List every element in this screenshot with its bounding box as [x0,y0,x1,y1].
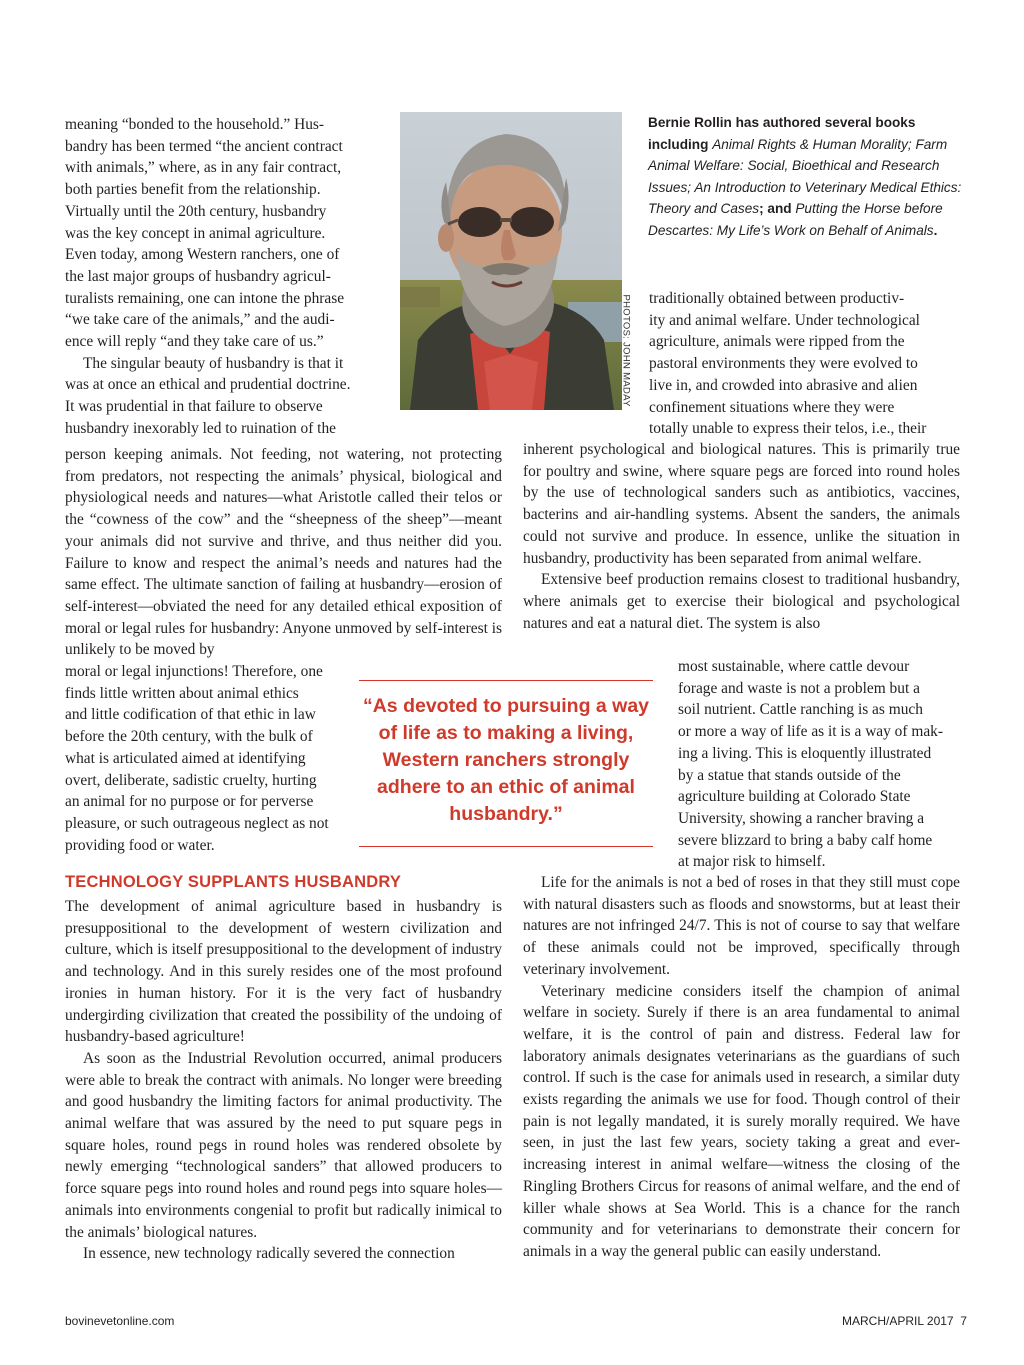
col1-singular-narrow2 [65,661,365,856]
text-line: overt, deliberate, sadistic cruelty, hurting [65,771,317,789]
text-line: before the 20th century, with the bulk of [65,728,313,746]
footer-issue-date: MARCH/APRIL 2017 [842,1314,954,1328]
footer-page-number: 7 [960,1314,967,1328]
paragraph-essence: In essence, new technology radically severed the connection [83,1245,455,1263]
col2-main-upper [523,439,960,634]
caption-book-1: Animal Rights & Human Morality; [712,136,912,152]
text-line: at major risk to himself. [678,853,826,871]
text-line: It was prudential in that failure to observe [65,398,323,416]
caption-book-3: Putting the Horse before Descartes: My Life’s Work on Behalf of Animals [648,201,943,238]
text-line: an animal for no purpose or for perverse [65,793,314,811]
text-line: The singular beauty of husbandry is that it [83,354,344,372]
paragraph-industrial: As soon as the Industrial Revolution occurred, animal producers were able to break the contract with animals. No longer were breeding and good husbandry the limiting factors for animal productivity. The animal welfare that was assured by the need to put square pegs in square holes, round pegs in round holes was rendered obsolete by newly emerging “technological sanders” that allowed producers to force square pegs into round holes and round pegs into square holes—animals into environments congenial to profit but radically inimical to the animals’ biological natures. [65,1049,502,1241]
paragraph-life: Life for the animals is not a bed of roses in that they still must cope with natural disasters such as floods and snowstorms, but at least their natures are not infringed 24/7. This is not of course to say that welfare of these animals could not be improved, specifically through veterinary involvement. [523,874,960,978]
text-line: what is articulated aimed at identifying [65,749,306,767]
text-line: providing food or water. [65,836,215,854]
footer-issue [842,1314,967,1328]
text-line: severe blizzard to bring a baby calf home [678,831,933,849]
paragraph-inherent: inherent psychological and biological natures. This is primarily true for poultry and swine, where square pegs are forced into round holes by the use of technological sanders such as antibiotics, vaccines, bacterins and air-handling systems. Absent the sanders, the animals could not survive and produce. In essence, unlike the situation in husbandry, productivity has been separated from animal welfare. [523,441,960,567]
text-line: Even today, among Western ranchers, one of [65,246,340,264]
col1-intro-lines [65,114,395,440]
text-line: finds little written about animal ethics [65,684,299,702]
col1-technology-section [65,896,502,1265]
text-line: ing a living. This is eloquently illustrated [678,744,932,762]
text-line: agriculture building at Colorado State [678,788,911,806]
text-line: meaning “bonded to the household.” Hus- [65,116,325,133]
pullquote-top-rule [359,680,653,681]
col2-main-lower [523,872,960,1263]
caption-intro: Bernie Rollin has authored several books including [648,115,916,152]
text-line: University, showing a rancher braving a [678,809,925,827]
text-line: Virtually until the 20th century, husbandry [65,202,327,220]
text-line: turalists remaining, one can intone the phrase [65,289,345,307]
paragraph-extensive: Extensive beef production remains closest to traditional husbandry, where animals get to exercise their biological and psychological natures and eat a natural diet. The system is also [523,571,960,632]
text-line: totally unable to express their telos, i.e., their [649,420,927,438]
text-line: ity and animal welfare. Under technological [649,311,920,329]
text-line: traditionally obtained between productiv- [649,290,905,307]
text-line: most sustainable, where cattle devour [678,658,910,675]
photo-caption [648,112,978,242]
footer-site: bovinevetonline.com [65,1314,175,1328]
text-line: both parties benefit from the relationship. [65,181,321,199]
paragraph-vet: Veterinary medicine considers itself the champion of animal welfare in society. Surely if there is an area fundamental to animal welfare, it is the control of pain and distress. Federal law for laboratory animals designates veterinarians as the guardians of such control. If such is the case for animals used in research, a similar duty exists regarding the animals we use for food. Though control of their pain is not legally mandated, it is surely morally required. We have seen, in just the last few years, society taking a great and ever-increasing interest in animal welfare—witness the closing of the Ringling Brothers Circus for reasons of animal welfare, and the end of killer whale shows at Sea World. This is a chance for the ranch community and for veterinarians to demonstrate their concern for animals in a way the general public can easily understand. [523,982,960,1260]
photo-credit: PHOTOS: JOHN MADAY [620,294,632,407]
text-line: moral or legal injunctions! Therefore, one [65,663,323,680]
caption-end: . [933,222,938,238]
paragraph-development: The development of animal agriculture based in husbandry is presuppositional to the development of western civilization and culture, which is itself presuppositional to the development of industry and technology. And in this surely resides one of the most profound ironies in human history. For it is the very fact of husbandry undergirding civilization that created the possibility of the undoing of husbandry-based agriculture! [65,898,502,1046]
caption-book-2: Farm Animal Welfare: Social, Bioethical and Research Issues; An Introduction to Veterinary Medical Ethics: Theory and Cases [648,136,962,217]
text-line: pleasure, or such outrageous neglect as not [65,814,329,832]
caption-and: ; and [759,201,792,217]
text-line: or more a way of life as it is a way of mak- [678,723,943,741]
pullquote-bottom-rule [359,846,653,847]
text-line: with animals,” where, as in any fair contract, [65,159,342,177]
text-line: “we take care of the animals,” and the audi- [65,311,335,329]
text-line: soil nutrient. Cattle ranching is as much [678,701,923,719]
portrait-illustration [400,112,622,410]
text-line: was the key concept in animal agriculture. [65,224,326,242]
text-line: live in, and crowded into abrasive and alien [649,376,918,394]
text-line: confinement situations where they were [649,398,895,416]
text-line: pastoral environments they were evolved to [649,355,918,373]
text-line: by a statue that stands outside of the [678,766,901,784]
pullquote: “As devoted to pursuing a way of life as to making a living, Western ranchers strongly adhere to an ethic of animal husbandry.” [362,695,650,825]
col2-narrow-beef [678,656,968,873]
text-line: bandry has been termed “the ancient contract [65,137,343,155]
text-line: the last major groups of husbandry agricul- [65,267,331,285]
text-line: ence will reply “and they take care of us.” [65,333,324,351]
text-line: agriculture, animals were ripped from the [649,333,905,351]
text-line: husbandry inexorably led to ruination of the [65,419,336,437]
col2-narrow-top [649,288,979,440]
col1-singular-wide: person keeping animals. Not feeding, not watering, not protecting from predators, not respecting the animals’ physical, biological and physiological needs and natures—what Aristotle called their telos or the “cowness of the cow” and the “sheepness of the sheep”—meant your animals did not survive and thrive, and thus neither did you. Failure to know and respect the animal’s needs and natures had the same effect. The ultimate sanction of failing at husbandry—erosion of self-interest—obviated the need for any detailed ethical exposition of moral or legal rules for husbandry: Anyone unmoved by self-interest is unlikely to be moved by [65,446,502,659]
text-line: forage and waste is not a problem but a [678,679,920,697]
section-heading: TECHNOLOGY SUPPLANTS HUSBANDRY [65,873,402,891]
text-line: was at once an ethical and prudential doctrine. [65,376,351,394]
portrait-photo [400,112,622,410]
text-line: and little codification of that ethic in law [65,706,316,724]
